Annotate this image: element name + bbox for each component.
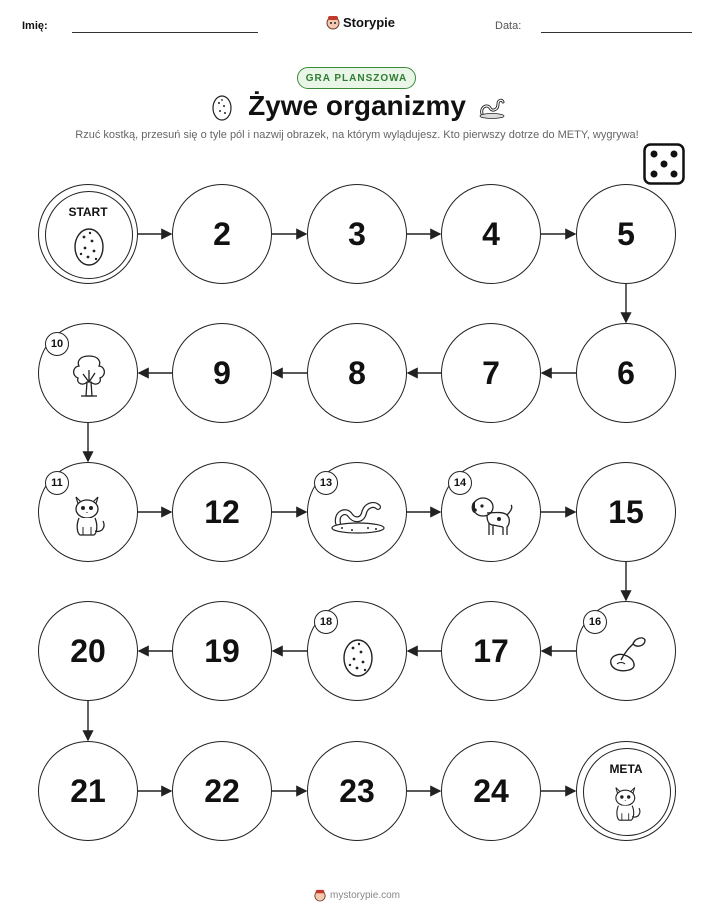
egg-icon [341,634,375,678]
finish-field [576,741,676,841]
field-number: 21 [70,772,106,809]
field-number: 20 [70,632,106,669]
field-number: 2 [213,215,231,252]
board-field [441,323,541,423]
field-number-badge: 14 [448,471,472,495]
field-number-badge: 16 [583,610,607,634]
footer [0,888,714,902]
seed-sprout-icon [605,634,649,674]
instructions-text: Rzuć kostką, przesuń się o tyle pól i nazwij obrazek, na którym wylądujesz. Kto pierwszy dotrze do METY, wygrywa! [75,129,639,141]
name-label: Imię: [22,20,48,32]
field-number: 24 [473,772,509,809]
field-number: 22 [204,772,240,809]
brand-name: Storypie [343,14,396,30]
board-field [307,323,407,423]
start-label: START [68,205,108,219]
storypie-mascot-icon [314,888,326,902]
board-field [172,184,272,284]
worm-icon [328,495,388,535]
field-number-badge: 10 [45,332,69,356]
board-field [38,323,138,423]
game-type-badge: GRA PLANSZOWA [297,67,416,89]
field-number: 12 [204,493,240,530]
field-number: 23 [339,772,375,809]
finish-label: META [609,762,643,776]
puppy-icon [467,493,517,537]
field-number-badge: 13 [314,471,338,495]
board-field [576,601,676,701]
board-field [441,184,541,284]
egg-icon [72,223,106,267]
board-field [576,323,676,423]
field-number: 5 [617,215,635,252]
board-field [172,601,272,701]
field-number: 7 [482,354,500,391]
board-field [307,184,407,284]
field-number: 9 [213,354,231,391]
field-number-badge: 11 [45,471,69,495]
board-field [441,462,541,562]
board-field [172,323,272,423]
board-field [307,741,407,841]
board-field [38,462,138,562]
board-field [172,462,272,562]
board-field [576,184,676,284]
cat-icon [68,491,110,539]
field-number: 15 [608,493,644,530]
start-field [38,184,138,284]
footer-site: mystorypie.com [329,889,400,901]
field-number-badge: 18 [314,610,338,634]
field-number: 8 [348,354,366,391]
tree-icon [69,352,109,400]
board-field [38,601,138,701]
board-field [441,741,541,841]
board-field [307,462,407,562]
board-field [307,601,407,701]
board-field [441,601,541,701]
field-number: 17 [473,632,509,669]
field-number: 3 [348,215,366,252]
page-title: Żywe organizmy [248,90,466,121]
field-number: 19 [204,632,240,669]
board-field [576,462,676,562]
cat-icon [609,782,645,824]
board-field [38,741,138,841]
board-field [172,741,272,841]
date-label: Data: [495,20,522,32]
field-number: 4 [482,215,500,252]
field-number: 6 [617,354,635,391]
